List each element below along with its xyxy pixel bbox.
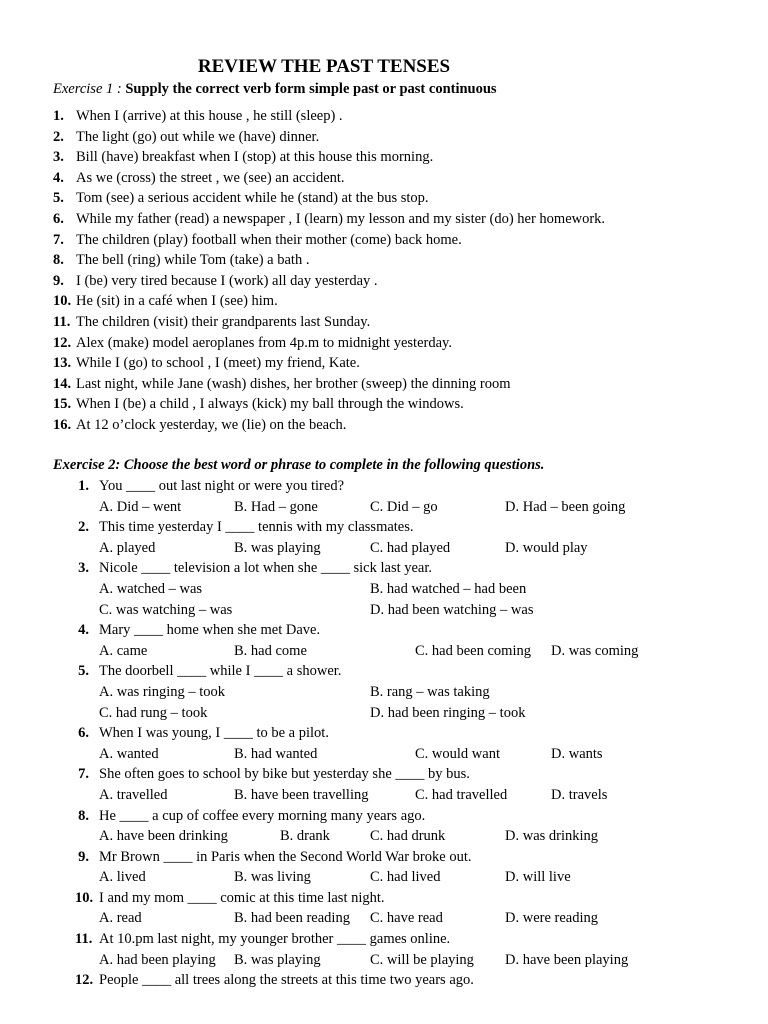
question-text: This time yesterday I ____ tennis with my classmates. (99, 519, 414, 536)
item-text: When I (arrive) at this house , he still (sleep) . (76, 108, 343, 124)
answer-option[interactable]: A. came (99, 642, 148, 659)
question-text: Mary ____ home when she met Dave. (99, 622, 321, 639)
option-row (75, 744, 755, 765)
answer-option[interactable]: B. was living (234, 869, 311, 886)
answer-option[interactable]: D. had been ringing – took (370, 704, 526, 721)
answer-option[interactable]: A. played (99, 539, 156, 556)
answer-option[interactable]: D. travels (551, 786, 608, 803)
exercise1-item (53, 394, 753, 415)
exercise1-instruction: Supply the correct verb form simple past or past continuous (125, 81, 497, 97)
question (75, 476, 755, 497)
option-row (75, 682, 755, 703)
item-number: 2. (53, 128, 64, 145)
item-number: 1. (53, 108, 64, 124)
answer-option[interactable]: A. had been playing (99, 951, 216, 968)
item-number: 14. (53, 375, 72, 392)
answer-option[interactable]: C. Did – go (370, 498, 438, 515)
exercise1-heading (53, 79, 497, 99)
answer-option[interactable]: C. would want (415, 745, 500, 762)
exercise1-item (53, 106, 753, 127)
answer-option[interactable]: D. had been watching – was (370, 601, 534, 618)
option-row (75, 538, 755, 559)
question-number: 1. (78, 478, 89, 494)
item-number: 8. (53, 252, 64, 269)
answer-option[interactable]: A. watched – was (99, 580, 203, 597)
question-number: 12. (75, 972, 94, 989)
answer-option[interactable]: B. rang – was taking (370, 683, 490, 700)
exercise1-item (53, 312, 753, 333)
question-number: 11. (75, 931, 93, 948)
item-number: 9. (53, 272, 64, 289)
exercise1-item (53, 230, 753, 251)
exercise1-item (53, 209, 753, 230)
exercise2-list (75, 476, 755, 991)
answer-option[interactable]: C. had drunk (370, 828, 446, 845)
answer-option[interactable]: D. have been playing (505, 951, 629, 968)
question-number: 10. (75, 889, 94, 906)
answer-option[interactable]: D. was coming (551, 642, 639, 659)
answer-option[interactable]: C. have read (370, 910, 443, 927)
question-text: Mr Brown ____ in Paris when the Second World War broke out. (99, 848, 472, 865)
item-text: He (sit) in a café when I (see) him. (76, 293, 278, 310)
option-row (75, 950, 755, 971)
exercise1-item (53, 291, 753, 312)
question-number: 3. (78, 560, 89, 577)
item-text: When I (be) a child , I always (kick) my ball through the windows. (76, 396, 464, 413)
answer-option[interactable]: C. had travelled (415, 786, 508, 803)
exercise1-item (53, 333, 753, 354)
answer-option[interactable]: C. was watching – was (99, 601, 233, 618)
exercise1-label: Exercise 1 : (53, 81, 122, 97)
question-number: 6. (78, 725, 89, 742)
item-number: 7. (53, 231, 64, 248)
exercise1-item (53, 250, 753, 271)
item-text: Tom (see) a serious accident while he (stand) at the bus stop. (76, 190, 429, 207)
question-text: The doorbell ____ while I ____ a shower. (99, 663, 342, 680)
answer-option[interactable]: D. was drinking (505, 828, 599, 845)
answer-option[interactable]: C. had been coming (415, 642, 531, 659)
exercise1-list (53, 106, 753, 436)
item-text: While I (go) to school , I (meet) my friend, Kate. (76, 355, 360, 372)
question-number: 7. (78, 766, 89, 783)
exercise1-item (53, 353, 753, 374)
item-text: Bill (have) breakfast when I (stop) at this house this morning. (76, 149, 434, 166)
answer-option[interactable]: A. wanted (99, 745, 159, 762)
answer-option[interactable]: B. was playing (234, 539, 321, 556)
exercise1-item (53, 188, 753, 209)
page-title: REVIEW THE PAST TENSES (197, 56, 451, 77)
answer-option[interactable]: D. will live (505, 869, 571, 886)
item-number: 3. (53, 149, 64, 166)
exercise1-item (53, 127, 753, 148)
option-row (75, 785, 755, 806)
item-text: The bell (ring) while Tom (take) a bath . (76, 252, 310, 269)
answer-option[interactable]: B. had watched – had been (370, 580, 527, 597)
option-row (75, 641, 755, 662)
question (75, 558, 755, 579)
answer-option[interactable]: B. was playing (234, 951, 321, 968)
question-text: I and my mom ____ comic at this time last night. (99, 889, 385, 906)
question (75, 661, 755, 682)
option-row (75, 497, 755, 518)
exercise1-item (53, 374, 753, 395)
exercise1-item (53, 415, 753, 436)
answer-option[interactable]: A. travelled (99, 786, 168, 803)
item-number: 11. (53, 313, 71, 330)
answer-option[interactable]: B. drank (280, 828, 330, 845)
question-text: When I was young, I ____ to be a pilot. (99, 725, 329, 742)
question-text: You ____ out last night or were you tired? (99, 478, 344, 494)
answer-option[interactable]: D. wants (551, 745, 603, 762)
item-text: The children (play) football when their mother (come) back home. (76, 231, 462, 248)
option-row (75, 908, 755, 929)
question (75, 517, 755, 538)
exercise1-item (53, 147, 753, 168)
question (75, 806, 755, 827)
option-row (75, 826, 755, 847)
item-text: While my father (read) a newspaper , I (learn) my lesson and my sister (do) her homework. (76, 210, 606, 227)
answer-option[interactable]: A. was ringing – took (99, 683, 226, 700)
item-text: The light (go) out while we (have) dinner. (76, 128, 320, 145)
item-number: 6. (53, 210, 64, 227)
question-number: 2. (78, 519, 89, 536)
item-number: 5. (53, 190, 64, 207)
answer-option[interactable]: D. would play (505, 539, 588, 556)
answer-option[interactable]: C. had rung – took (99, 704, 208, 721)
item-number: 16. (53, 416, 72, 433)
answer-option[interactable]: C. had lived (370, 869, 441, 886)
item-number: 15. (53, 396, 72, 413)
question-text: She often goes to school by bike but yesterday she ____ by bus. (99, 766, 470, 783)
answer-option[interactable]: B. had come (234, 642, 307, 659)
question-number: 8. (78, 807, 89, 824)
option-row (75, 600, 755, 621)
item-text: Alex (make) model aeroplanes from 4p.m to midnight yesterday. (76, 334, 452, 351)
question (75, 888, 755, 909)
answer-option[interactable]: B. had wanted (234, 745, 318, 762)
exercise1-item (53, 168, 753, 189)
question (75, 764, 755, 785)
question (75, 929, 755, 950)
answer-option[interactable]: B. had been reading (234, 910, 350, 927)
question-text: He ____ a cup of coffee every morning many years ago. (99, 807, 426, 824)
question (75, 847, 755, 868)
answer-option[interactable]: A. Did – went (99, 498, 182, 515)
item-number: 4. (53, 169, 64, 186)
question (75, 970, 755, 991)
item-text: The children (visit) their grandparents last Sunday. (76, 313, 371, 330)
item-text: Last night, while Jane (wash) dishes, her brother (sweep) the dinning room (76, 375, 511, 392)
question-text: Nicole ____ television a lot when she ____ sick last year. (99, 560, 433, 577)
answer-option[interactable]: A. read (99, 910, 142, 927)
answer-option[interactable]: B. have been travelling (234, 786, 369, 803)
answer-option[interactable]: B. Had – gone (234, 498, 318, 515)
question-number: 9. (78, 848, 89, 865)
item-number: 10. (53, 293, 72, 310)
option-row (75, 579, 755, 600)
item-text: At 12 o’clock yesterday, we (lie) on the beach. (76, 416, 347, 433)
question (75, 620, 755, 641)
question (75, 723, 755, 744)
option-row (75, 703, 755, 724)
question-text: At 10.pm last night, my younger brother ____ games online. (99, 931, 451, 948)
question-text: People ____ all trees along the streets at this time two years ago. (99, 972, 474, 989)
question-number: 4. (78, 622, 89, 639)
item-text: I (be) very tired because I (work) all day yesterday . (76, 272, 378, 289)
answer-option[interactable]: A. have been drinking (99, 828, 228, 845)
answer-option[interactable]: C. will be playing (370, 951, 474, 968)
item-number: 12. (53, 334, 72, 351)
answer-option[interactable]: C. had played (370, 539, 451, 556)
question-number: 5. (78, 663, 89, 680)
answer-option[interactable]: D. were reading (505, 910, 598, 927)
option-row (75, 867, 755, 888)
exercise1-item (53, 271, 753, 292)
exercise2-heading: Exercise 2: Choose the best word or phrase to complete in the following questions. (53, 457, 545, 473)
answer-option[interactable]: A. lived (99, 869, 146, 886)
answer-option[interactable]: D. Had – been going (505, 498, 626, 515)
item-text: As we (cross) the street , we (see) an accident. (76, 169, 345, 186)
item-number: 13. (53, 355, 72, 372)
